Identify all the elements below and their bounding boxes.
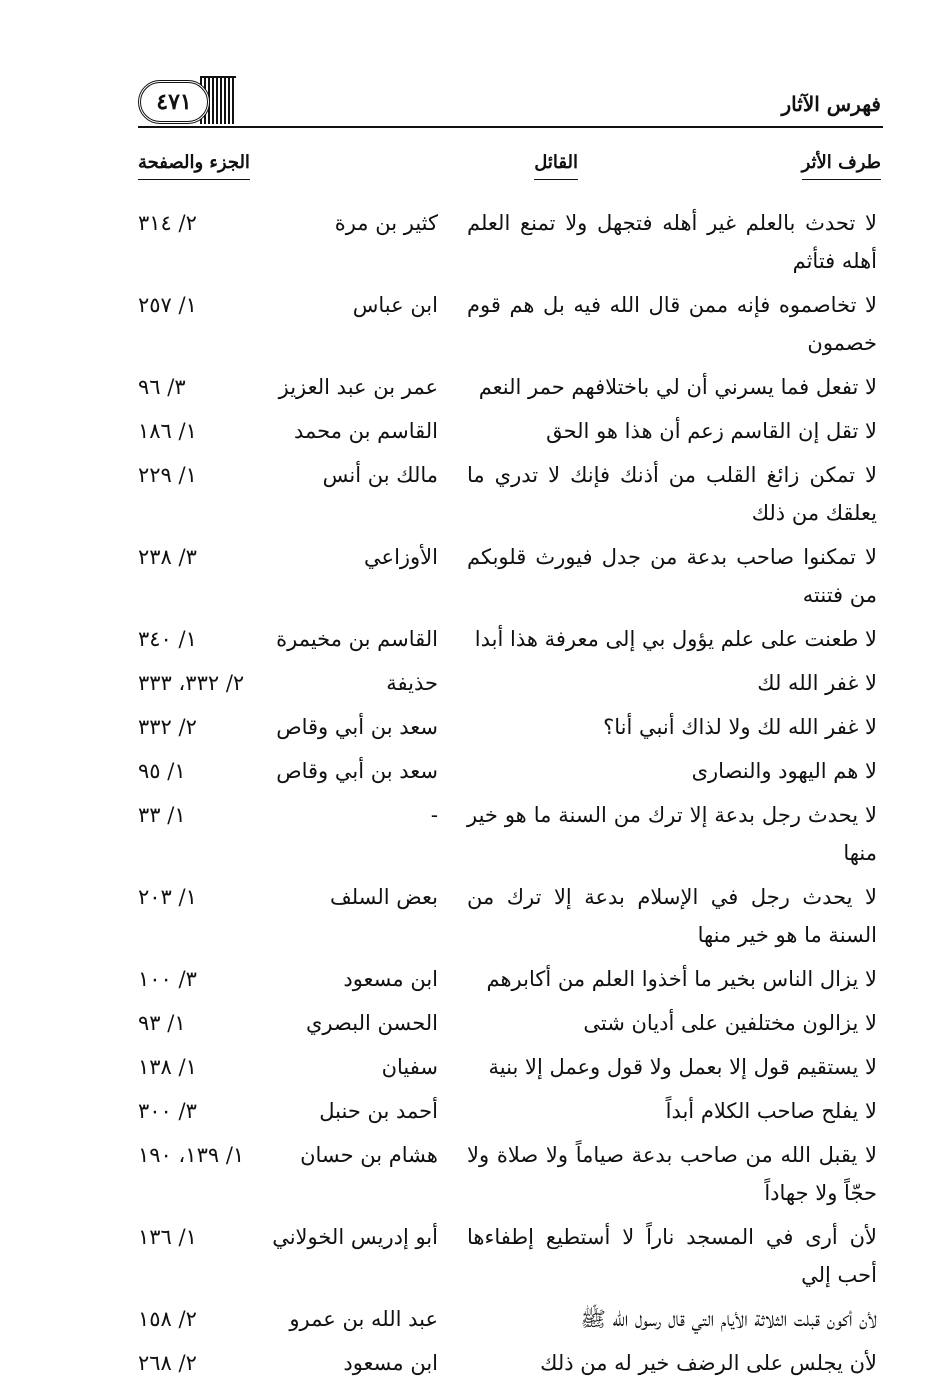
qail-name: مالك بن أنس	[322, 463, 438, 487]
index-row	[138, 456, 883, 538]
index-row	[138, 960, 883, 1004]
athar-text: لا يحدث رجل في الإسلام بدعة إلا ترك من السنة ما هو خير منها	[467, 885, 877, 947]
index-row	[138, 1218, 883, 1300]
athar-text: لا يحدث رجل بدعة إلا ترك من السنة ما هو خير منها	[467, 803, 877, 865]
page-number-ornament	[138, 76, 238, 122]
column-header-qail: القائل	[534, 152, 578, 180]
athar-text: لا طعنت على علم يؤول بي إلى معرفة هذا أبدا	[474, 627, 877, 651]
athar-text: لا تفعل فما يسرني أن لي باختلافهم حمر النعم	[478, 375, 877, 399]
qail-name: ابن مسعود	[343, 1351, 438, 1375]
qail-name: أحمد بن حنبل	[319, 1099, 438, 1123]
volume-page: ١/ ٢٥٧	[138, 293, 197, 317]
index-row	[138, 664, 883, 708]
running-title: فهرس الآثار	[781, 92, 881, 116]
athar-text: لأن يجلس على الرضف خير له من ذلك	[540, 1351, 877, 1375]
column-header-page: الجزء والصفحة	[138, 152, 250, 180]
volume-page: ٢/ ٢٦٨	[138, 1351, 197, 1375]
qail-name: الأوزاعي	[364, 545, 438, 569]
athar-text: لا تقل إن القاسم زعم أن هذا هو الحق	[546, 419, 877, 443]
volume-page: ١/ ٢٢٩	[138, 463, 197, 487]
column-headers	[138, 152, 883, 186]
qail-name: حذيفة	[386, 671, 438, 695]
volume-page: ١/ ١٨٦	[138, 419, 197, 443]
qail-name: سفيان	[381, 1055, 438, 1079]
qail-name: كثير بن مرة	[334, 211, 438, 235]
athar-text: لا تخاصموه فإنه ممن قال الله فيه بل هم قوم خصمون	[467, 293, 877, 355]
qail-name: أبو إدريس الخولاني	[272, 1225, 438, 1249]
volume-page: ٣/ ١٠٠	[138, 967, 197, 991]
athar-text: لا يزالون مختلفين على أديان شتى	[583, 1011, 877, 1035]
qail-name: هشام بن حسان	[300, 1143, 438, 1167]
index-row	[138, 1004, 883, 1048]
athar-text: لا هم اليهود والنصارى	[691, 759, 877, 783]
athar-text: لأن أرى في المسجد ناراً لا أستطيع إطفاءها أحب إلي	[467, 1225, 877, 1287]
athar-text: لا غفر الله لك	[757, 671, 877, 695]
index-row	[138, 1092, 883, 1136]
volume-page: ٢/ ٣٣٢	[138, 715, 197, 739]
qail-name: عمر بن عبد العزيز	[278, 375, 438, 399]
index-row	[138, 412, 883, 456]
athar-index-list	[138, 204, 883, 1388]
qail-name: ابن مسعود	[343, 967, 438, 991]
volume-page: ١/ ٩٥	[138, 759, 186, 783]
page-number: ٤٧١	[138, 80, 210, 124]
index-row	[138, 1300, 883, 1344]
volume-page: ١/ ٩٣	[138, 1011, 186, 1035]
qail-name: -	[430, 803, 438, 827]
qail-name: عبد الله بن عمرو	[289, 1307, 438, 1331]
athar-text: لا يزال الناس بخير ما أخذوا العلم من أكابرهم	[486, 967, 877, 991]
volume-page: ١/ ١٣٦	[138, 1225, 197, 1249]
index-row	[138, 1048, 883, 1092]
header-rule	[138, 126, 883, 128]
qail-name: سعد بن أبي وقاص	[276, 715, 438, 739]
index-row	[138, 204, 883, 286]
column-header-athar: طرف الأثر	[802, 152, 881, 180]
volume-page: ٣/ ٢٣٨	[138, 545, 197, 569]
index-row	[138, 286, 883, 368]
index-row	[138, 1344, 883, 1388]
volume-page: ١/ ١٣٩، ١٩٠	[138, 1143, 245, 1167]
index-row	[138, 878, 883, 960]
volume-page: ٢/ ٣٣٢، ٣٣٣	[138, 671, 245, 695]
index-row	[138, 368, 883, 412]
volume-page: ٣/ ٣٠٠	[138, 1099, 197, 1123]
page-header	[138, 70, 883, 130]
athar-text: لأن أكون قبلت الثلاثة الأيام التي قال رسول الله ﷺ	[580, 1307, 877, 1331]
volume-page: ١/ ٢٠٣	[138, 885, 197, 909]
volume-page: ٢/ ٣١٤	[138, 211, 197, 235]
qail-name: بعض السلف	[329, 885, 438, 909]
athar-text: لا تمكنوا صاحب بدعة من جدل فيورث قلوبكم من فتنته	[467, 545, 877, 607]
athar-text: لا يقبل الله من صاحب بدعة صياماً ولا صلاة ولا حجّاً ولا جهاداً	[467, 1143, 877, 1205]
athar-text: لا غفر الله لك ولا لذاك أنبي أنا؟	[603, 715, 877, 739]
athar-text: لا تحدث بالعلم غير أهله فتجهل ولا تمنع العلم أهله فتأثم	[467, 211, 877, 273]
volume-page: ١/ ٣٣	[138, 803, 186, 827]
volume-page: ٢/ ١٥٨	[138, 1307, 197, 1331]
volume-page: ١/ ١٣٨	[138, 1055, 197, 1079]
athar-text: لا تمكن زائغ القلب من أذنك فإنك لا تدري ما يعلقك من ذلك	[467, 463, 877, 525]
index-row	[138, 620, 883, 664]
athar-text: لا يفلح صاحب الكلام أبداً	[665, 1099, 877, 1123]
qail-name: الحسن البصري	[306, 1011, 438, 1035]
qail-name: ابن عباس	[352, 293, 438, 317]
qail-name: القاسم بن محمد	[294, 419, 438, 443]
qail-name: القاسم بن مخيمرة	[276, 627, 438, 651]
qail-name: سعد بن أبي وقاص	[276, 759, 438, 783]
athar-text: لا يستقيم قول إلا بعمل ولا قول وعمل إلا بنية	[488, 1055, 877, 1079]
index-row	[138, 796, 883, 878]
index-row	[138, 1136, 883, 1218]
volume-page: ٣/ ٩٦	[138, 375, 186, 399]
volume-page: ١/ ٣٤٠	[138, 627, 197, 651]
index-row	[138, 752, 883, 796]
index-row	[138, 538, 883, 620]
index-row	[138, 708, 883, 752]
